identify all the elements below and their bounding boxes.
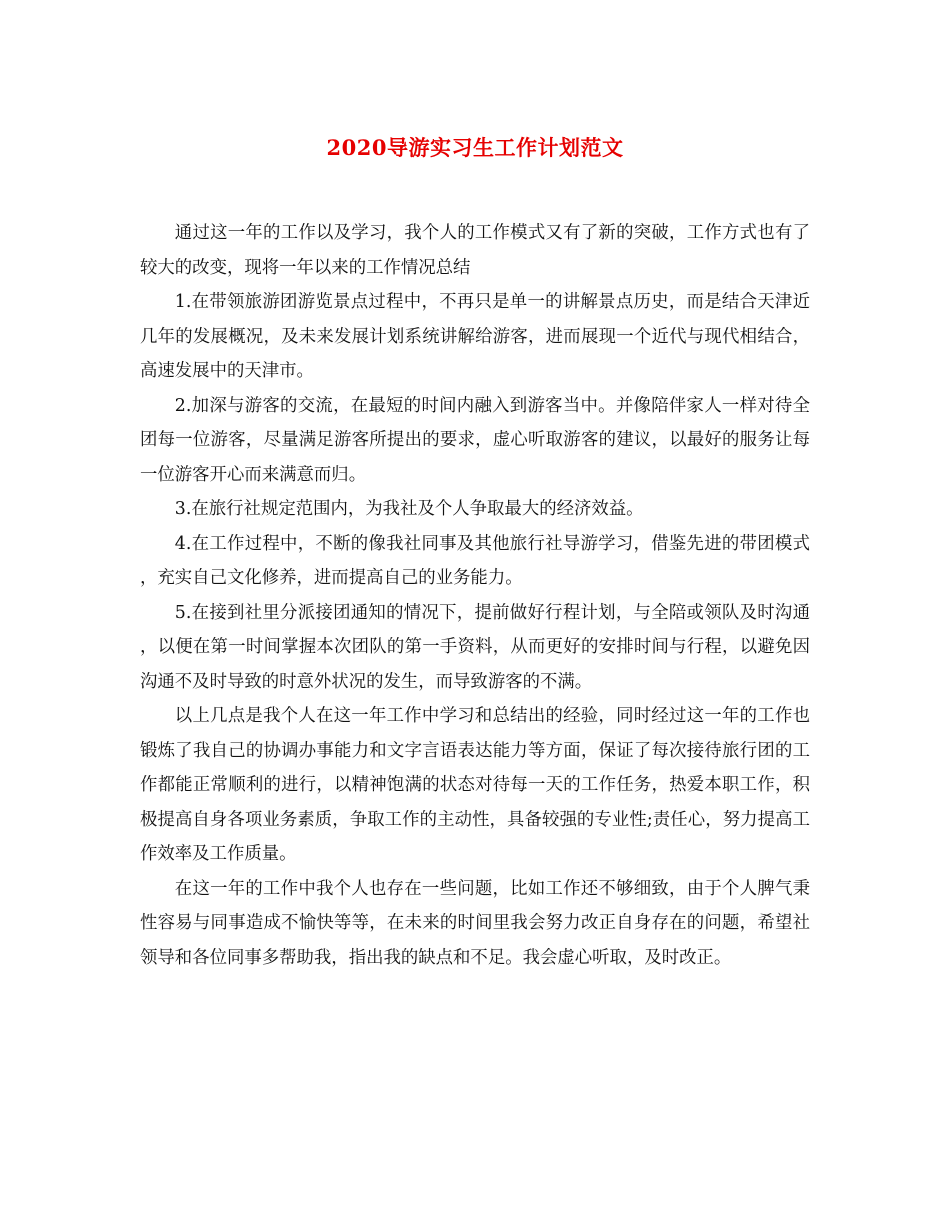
- document-body: [140, 216, 810, 975]
- paragraph-item-2: 2.加深与游客的交流，在最短的时间内融入到游客当中。并像陪伴家人一样对待全团每一位游客，尽量满足游客所提出的要求，虚心听取游客的建议，以最好的服务让每一位游客开心而来满意而归。: [140, 395, 810, 485]
- paragraph-summary: 以上几点是我个人在这一年工作中学习和总结出的经验，同时经过这一年的工作也锻炼了我自己的协调办事能力和文字言语表达能力等方面，保证了每次接待旅行团的工作都能正常顺利的进行，以精神饱满的状态对待每一天的工作任务，热爱本职工作，积极提高自身各项业务素质，争取工作的主动性，具备较强的专业性;责任心，努力提高工作效率及工作质量。: [140, 706, 810, 864]
- paragraph-problems: 在这一年的工作中我个人也存在一些问题，比如工作还不够细致，由于个人脾气秉性容易与同事造成不愉快等等，在未来的时间里我会努力改正自身存在的问题，希望社领导和各位同事多帮助我，指出我的缺点和不足。我会虚心听取，及时改正。: [140, 878, 810, 968]
- paragraph-item-5: 5.在接到社里分派接团通知的情况下，提前做好行程计划，与全陪或领队及时沟通，以便在第一时间掌握本次团队的第一手资料，从而更好的安排时间与行程，以避免因沟通不及时导致的时意外状况的发生，而导致游客的不满。: [140, 602, 810, 692]
- paragraph-item-4: 4.在工作过程中，不断的像我社同事及其他旅行社导游学习，借鉴先进的带团模式，充实自己文化修养，进而提高自己的业务能力。: [140, 533, 810, 588]
- paragraph-item-3: 3.在旅行社规定范围内，为我社及个人争取最大的经济效益。: [174, 499, 644, 519]
- paragraph-intro: 通过这一年的工作以及学习，我个人的工作模式又有了新的突破，工作方式也有了较大的改变，现将一年以来的工作情况总结: [140, 223, 810, 278]
- paragraph-item-1: 1.在带领旅游团游览景点过程中，不再只是单一的讲解景点历史，而是结合天津近几年的发展概况，及未来发展计划系统讲解给游客，进而展现一个近代与现代相结合，高速发展中的天津市。: [140, 292, 810, 381]
- document-title: 2020导游实习生工作计划范文: [326, 135, 624, 160]
